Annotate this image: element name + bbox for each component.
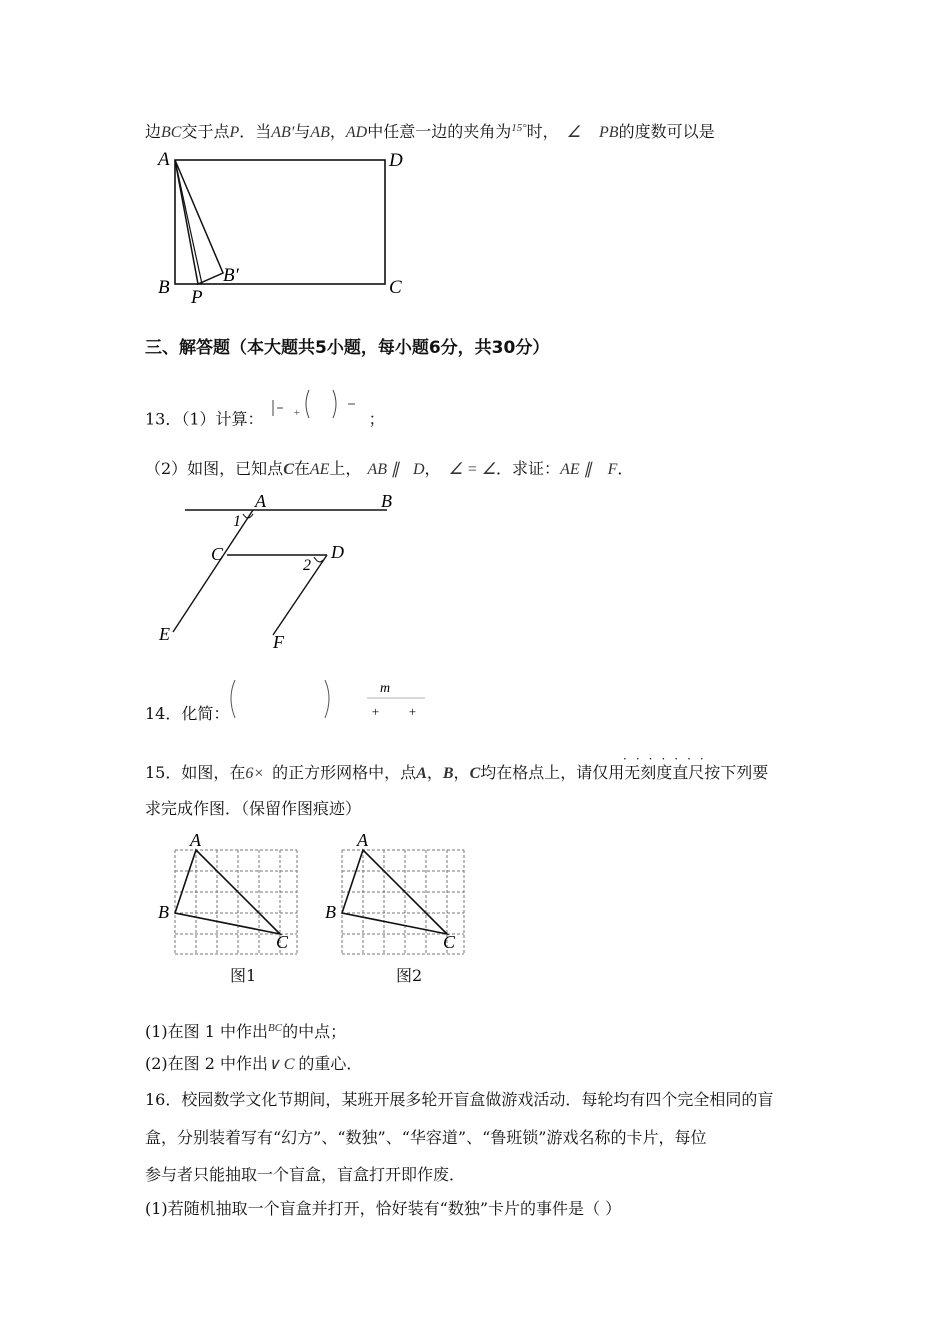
q16-line3: 参与者只能抽取一个盲盒，盲盒打开即作废． [145,1165,466,1184]
label-p: P [191,287,203,308]
q13-formula [269,394,369,438]
label-angle-1: 1 [233,513,241,530]
label-angle-2: 2 [303,557,311,574]
section-heading: 三、解答题（本大题共5小题，每小题6分，共30分） [145,338,550,358]
label-a: A [357,830,368,850]
label-b: B [158,902,169,922]
label-a: A [255,491,266,511]
svg-text:+: + [292,407,301,419]
label-c: C [389,277,402,298]
label-a: A [158,149,170,170]
label-a: A [190,830,201,850]
q13-figure [155,490,405,650]
grid-figure-2 [322,830,472,965]
q14: 14．化简： [145,704,230,723]
q16-line2: 盒，分别装着写有“幻方”、“数独”、“华容道”、“鲁班锁”游戏名称的卡片，每位 [145,1128,707,1147]
q12-figure [150,145,410,315]
label-c: C [443,932,456,952]
label-f: F [273,632,284,652]
q16-sub1: (1)若随机抽取一个盲盒并打开，恰好装有“数独”卡片的事件是（ ） [145,1199,622,1218]
line-ae [173,510,253,632]
label-b: B [325,902,336,922]
fold-triangle [175,160,223,284]
q13-part1: 13．（1）计算： + ； [145,398,385,442]
figure-1-caption: 图1 [230,966,257,985]
figure-2-caption: 图2 [396,966,423,985]
grid-figure-1 [155,830,305,965]
label-b: B [158,277,170,298]
label-d: D [331,542,344,562]
q14-plus-2: + [408,704,417,719]
line-ap [175,160,202,284]
q14-m: m [380,681,391,696]
emphasis-dots: ······· [623,752,713,766]
q15-sub1: (1)在图 1 中作出$^{BC}$的中点； [145,1022,347,1041]
angle-2-arc [314,557,323,562]
q15-sub2: (2)在图 2 中作出∨ C 的重心． [145,1054,363,1073]
q12-continuation: 边BC交于点P．当AB′与AB，AD中任意一边的夹角为$^{15^\circ}$时， ∠ PB的度数可以是 [145,122,715,141]
q14-formula [225,678,445,728]
q14-plus-1: + [371,704,380,719]
q16-line1: 16．校园数学文化节期间，某班开展多轮开盲盒做游戏活动．每轮均有四个完全相同的盲 [145,1090,774,1109]
label-c: C [211,544,224,564]
q15-line1: 15．如图，在6× 的正方形网格中，点A，B，C均在格点上，请仅用无刻度直尺按下列要 [145,763,769,782]
q13-part2: （2）如图，已知点C在AE上， AB ∥ D， ∠ = ∠．求证：AE ∥ F． [145,459,634,478]
rectangle-abcd [175,160,385,284]
label-b: B [381,491,392,511]
label-d: D [389,150,403,171]
label-e: E [159,624,170,644]
label-c: C [276,932,289,952]
q15-line2: 求完成作图．（保留作图痕迹） [145,799,362,818]
line-df [273,555,327,635]
label-b-prime: B′ [223,265,239,286]
